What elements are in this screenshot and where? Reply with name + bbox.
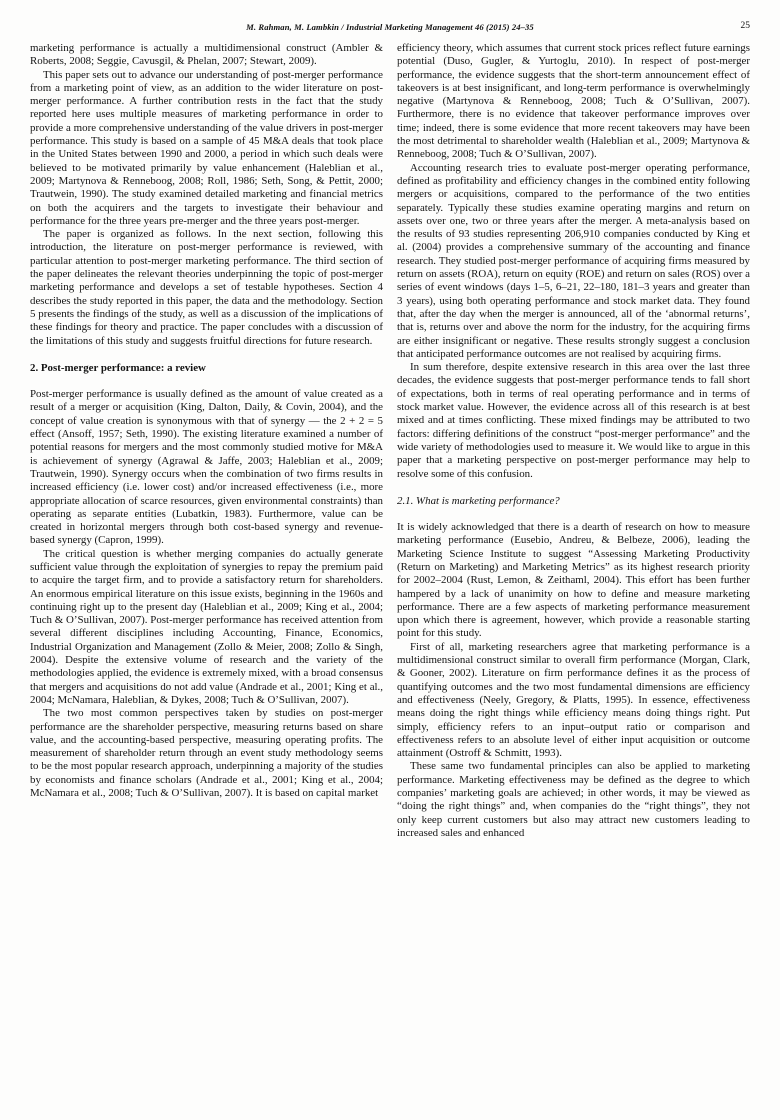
left-column	[30, 42, 383, 840]
page-header	[30, 0, 750, 36]
paragraph: First of all, marketing researchers agree that marketing performance is a multidimensional construct similar to overall firm performance (Morgan, Clark, & Gooner, 2002). Literature on firm performance defines it as the process of quantifying outcomes and the two most fundamental dimensions are efficiency and effectiveness (Neely, Gregory, & Platts, 1995). In essence, effectiveness means doing the right things while efficiency means doing things right. Put simply, efficiency refers to an input–output ratio or comparison and effectiveness refers to an absolute level of either input acquisition or outcome attainment (Ostroff & Schmitt, 1993).	[397, 640, 750, 760]
paragraph: Accounting research tries to evaluate post-merger operating performance, defined as profitability and efficiency changes in the combined entity following mergers or acquisitions, compared to the performance of the two entities separately. Typically these studies examine operating margins and return on assets over one, two or three years after the merger. A meta-analysis based on the results of 93 studies representing 206,910 companies conducted by King et al. (2004) provides a comprehensive summary of the accounting and finance research. They studied post-merger performance of acquiring firms measured by return on assets (ROA), return on equity (ROE) and return on sales (ROS) over a series of event windows (days 1–5, 6–21, 22–180, 181–3 years and greater than 3 years), using both operating performance and stock market data. They found that, after the day when the merger is announced, all of the ‘abnormal returns’, that is, returns over and above the norm for the industry, for the acquiring firms are either insignificant or negative. These results strongly suggest a conclusion that anticipated performance outcomes are not realised by acquiring firms.	[397, 161, 750, 360]
two-column-body	[30, 42, 750, 840]
paragraph: Post-merger performance is usually defined as the amount of value created as a result of a merger or acquisition (King, Dalton, Daily, & Covin, 2004), and the concept of value creation is synonymous with that of synergy — the 2 + 2 = 5 effect (Ansoff, 1957; Seth, 1990). The existing literature examined a number of potential reasons for mergers and the most commonly studied motive for M&A is achievement of synergy (Agrawal & Jaffe, 2003; Haleblian et al., 2009; Trautwein, 1990). Synergy occurs when the combination of two firms results in increased efficiency (i.e. lower cost) and/or increased effectiveness (i.e., more appropriate allocation of scarce resources, given environmental constraints) than operating as separate entities (Lubatkin, 1983). Furthermore, value can be created in horizontal mergers through both cost-based synergy and revenue-based synergy (Capron, 1999).	[30, 388, 383, 547]
paragraph: This paper sets out to advance our understanding of post-merger performance from a marketing point of view, as an addition to the wider literature on post-merger performance. A further contribution rests in the fact that the study reported here uses multiple measures of marketing performance in order to provide a more comprehensive understanding of the value drivers in post-merger performance. This study is based on a sample of 45 M&A deals that took place in the United States between 1990 and 2000, a period in which such deals were believed to be motivated primarily by value enhancement (Haleblian et al., 2009; Martynova & Renneboog, 2008; Roll, 1986; Seth, Song, & Pettit, 2000; Trautwein, 1990). The study examined detailed marketing and financial metrics on both the acquirers and the targets to investigate their behaviour and performance for the three years pre-merger and the three years post-merger.	[30, 68, 383, 227]
subsection-heading: 2.1. What is marketing performance?	[397, 494, 560, 507]
section-heading: 2. Post-merger performance: a review	[30, 361, 206, 374]
paragraph: The two most common perspectives taken by studies on post-merger performance are the shareholder perspective, measuring returns based on share value, and the accounting-based perspective, measuring operating profits. The measurement of shareholder return through an event study methodology seems to be the most popular research approach, underpinning a majority of the studies by economists and finance scholars (Andrade et al., 2001; King et al., 2004; McNamara et al., 2008; Tuch & O’Sullivan, 2007). It is based on capital market	[30, 707, 383, 800]
paragraph: It is widely acknowledged that there is a dearth of research on how to measure marketing performance (Eusebio, Andreu, & Belbeze, 2006), leading the Marketing Science Institute to suggest “Assessing Marketing Productivity (Return on Marketing) and Marketing Metrics” as its highest research priority for 2002–2004 (Rust, Lemon, & Zeithaml, 2004). This effort has been further hampered by a lack of unanimity on how to define and measure marketing performance. There are a few aspects of marketing performance measurement upon which there is agreement, however, which provide a reasonable starting point for this study.	[397, 521, 750, 640]
right-column	[397, 42, 750, 840]
paragraph-continuation: efficiency theory, which assumes that current stock prices reflect future earnings potential (Duso, Gugler, & Yurtoglu, 2010). In respect of post-merger performance, the evidence suggests that the short-term announcement effect of takeovers is at best insignificant, and long-term performance is overwhelmingly negative (Martynova & Renneboog, 2008; Tuch & O’Sullivan, 2007). Furthermore, there is no evidence that takeover performance improves over time; indeed, there is some evidence that more recent takeovers may have been the most detrimental to shareholder wealth (Haleblian et al., 2009; Martynova & Renneboog, 2008; Tuch & O’Sullivan, 2007).	[397, 42, 750, 161]
paragraph: The critical question is whether merging companies do actually generate sufficient value through the exploitation of synergies to repay the premium paid to acquire the target firm, and to provide a satisfactory return for shareholders. An enormous empirical literature on this issue exists, beginning in the 1960s and continuing right up to the present day (Haleblian et al., 2009; King et al., 2004; Tuch & O’Sullivan, 2007). Post-merger performance has received attention from several different disciplines including Accounting, Finance, Economics, Industrial Organization and Management (Zollo & Meier, 2008; Zollo & Singh, 2004). Despite the extensive volume of research and the variety of the methodologies applied, the evidence is extremely mixed, with a broad consensus that mergers and acquisitions do not add value (Andrade et al., 2001; King et al., 2004; McNamara, Haleblian, & Dykes, 2008; Tuch & O’Sullivan, 2007).	[30, 547, 383, 706]
page-number: 25	[740, 21, 750, 31]
paragraph: These same two fundamental principles can also be applied to marketing performance. Marketing effectiveness may be defined as the degree to which companies’ marketing goals are achieved; in other words, it may be viewed as “doing the right things” and, when companies do the “right things”, they not only keep current customers but also may attract new customers leading to increased sales and enhanced	[397, 760, 750, 839]
running-title: M. Rahman, M. Lambkin / Industrial Marketing Management 46 (2015) 24–35	[246, 22, 534, 32]
paragraph: The paper is organized as follows. In the next section, following this introduction, the literature on post-merger performance is reviewed, with particular attention to post-merger marketing performance. The third section of the paper delineates the relevant theories underpinning the topic of post-merger marketing performance and develops a set of testable hypotheses. Section 4 describes the study reported in this paper, the data and the methodology. Section 5 presents the findings of the study, as well as a discussion of the implications of these findings for theory and practice. The paper concludes with a discussion of the limitations of this study and suggests fruitful directions for future research.	[30, 228, 383, 347]
paragraph: In sum therefore, despite extensive research in this area over the last three decades, the evidence suggests that post-merger performance tends to fall short of expectations, both in terms of real operating performance and in terms of stock market value. However, the evidence across all of this research is at best mixed and at times conflicting. These mixed findings may be attributed to two factors: differing definitions of the construct “post-merger performance” and the wide variety of methodologies used to measure it. We would like to argue in this paper that a marketing perspective on post-merger performance may help to resolve some of this confusion.	[397, 361, 750, 480]
paragraph-continuation: marketing performance is actually a multidimensional construct (Ambler & Roberts, 2008; Seggie, Cavusgil, & Phelan, 2007; Stewart, 2009).	[30, 42, 383, 68]
